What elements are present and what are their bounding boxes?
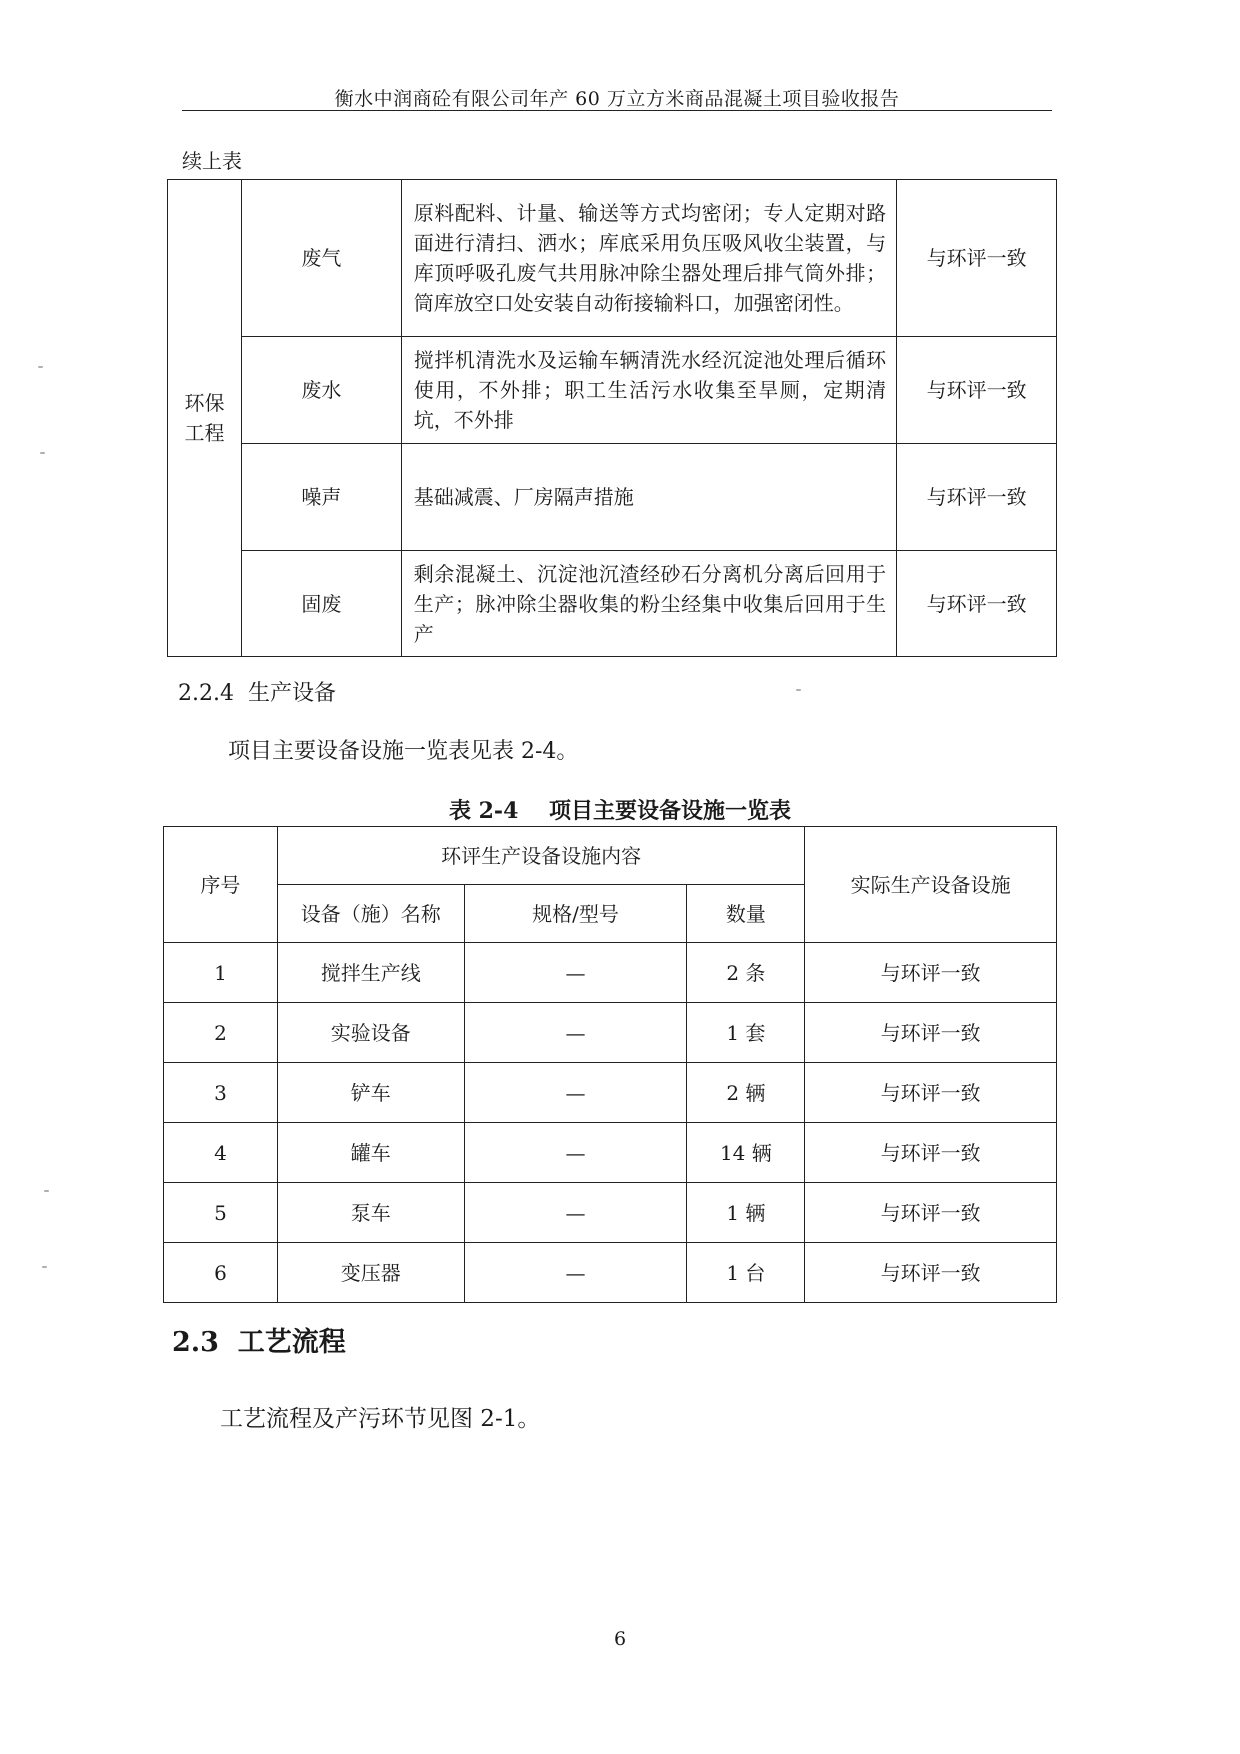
status-cell: 与环评一致 xyxy=(897,444,1057,551)
environmental-protection-table xyxy=(167,179,1057,657)
header-spec: 规格/型号 xyxy=(464,885,687,943)
description-cell: 搅拌机清洗水及运输车辆清洗水经沉淀池处理后循环使用，不外排；职工生活污水收集至旱厕，定期清坑，不外排 xyxy=(401,337,896,444)
table-row xyxy=(164,943,1057,1003)
table-row xyxy=(164,1003,1057,1063)
item-cell: 固废 xyxy=(241,551,401,657)
name-cell: 罐车 xyxy=(277,1123,464,1183)
table-row xyxy=(164,1183,1057,1243)
actual-cell: 与环评一致 xyxy=(805,1243,1057,1303)
header-qty: 数量 xyxy=(687,885,805,943)
qty-cell: 2 辆 xyxy=(687,1063,805,1123)
seq-cell: 5 xyxy=(164,1183,278,1243)
name-cell: 变压器 xyxy=(277,1243,464,1303)
qty-cell: 2 条 xyxy=(687,943,805,1003)
section-heading-2-2-4: 2.2.4 生产设备 xyxy=(178,681,336,706)
table-header-row xyxy=(164,827,1057,885)
scan-speck xyxy=(796,689,801,691)
table-row xyxy=(168,551,1057,657)
table-row xyxy=(164,1123,1057,1183)
document-header-title: 衡水中润商砼有限公司年产 60 万立方米商品混凝土项目验收报告 xyxy=(334,88,900,110)
header-name: 设备（施）名称 xyxy=(277,885,464,943)
scan-speck xyxy=(38,366,43,368)
actual-cell: 与环评一致 xyxy=(805,1003,1057,1063)
spec-cell: — xyxy=(464,943,687,1003)
spec-cell: — xyxy=(464,1183,687,1243)
page-number: 6 xyxy=(613,1628,627,1650)
name-cell: 实验设备 xyxy=(277,1003,464,1063)
status-cell: 与环评一致 xyxy=(897,337,1057,444)
actual-cell: 与环评一致 xyxy=(805,943,1057,1003)
seq-cell: 1 xyxy=(164,943,278,1003)
spec-cell: — xyxy=(464,1243,687,1303)
scan-speck xyxy=(42,1266,47,1268)
actual-cell: 与环评一致 xyxy=(805,1123,1057,1183)
actual-cell: 与环评一致 xyxy=(805,1063,1057,1123)
description-cell: 基础减震、厂房隔声措施 xyxy=(401,444,896,551)
header-seq: 序号 xyxy=(164,827,278,943)
header-rule xyxy=(182,110,1052,111)
description-cell: 原料配料、计量、输送等方式均密闭；专人定期对路面进行清扫、洒水；库底采用负压吸风收尘装置，与库顶呼吸孔废气共用脉冲除尘器处理后排气筒外排；筒库放空口处安装自动衔接输料口，加强密闭性。 xyxy=(401,180,896,337)
qty-cell: 1 套 xyxy=(687,1003,805,1063)
name-cell: 泵车 xyxy=(277,1183,464,1243)
table-row xyxy=(168,337,1057,444)
seq-cell: 4 xyxy=(164,1123,278,1183)
section-heading-2-3: 2.3 工艺流程 xyxy=(172,1327,346,1358)
status-cell: 与环评一致 xyxy=(897,551,1057,657)
status-cell: 与环评一致 xyxy=(897,180,1057,337)
table-row xyxy=(164,1063,1057,1123)
continued-table-label: 续上表 xyxy=(182,149,242,173)
actual-cell: 与环评一致 xyxy=(805,1183,1057,1243)
description-cell: 剩余混凝土、沉淀池沉渣经砂石分离机分离后回用于生产；脉冲除尘器收集的粉尘经集中收集后回用于生产 xyxy=(401,551,896,657)
category-cell: 环保 工程 xyxy=(168,180,242,657)
header-actual: 实际生产设备设施 xyxy=(805,827,1057,943)
spec-cell: — xyxy=(464,1123,687,1183)
item-cell: 废水 xyxy=(241,337,401,444)
equipment-table xyxy=(163,826,1057,1303)
paragraph-equipment-intro: 项目主要设备设施一览表见表 2-4。 xyxy=(228,739,579,764)
item-cell: 废气 xyxy=(241,180,401,337)
seq-cell: 2 xyxy=(164,1003,278,1063)
table-row xyxy=(164,1243,1057,1303)
table-row xyxy=(168,180,1057,337)
name-cell: 铲车 xyxy=(277,1063,464,1123)
table-row xyxy=(168,444,1057,551)
table-caption: 表 2-4 项目主要设备设施一览表 xyxy=(448,798,792,824)
qty-cell: 14 辆 xyxy=(687,1123,805,1183)
qty-cell: 1 台 xyxy=(687,1243,805,1303)
seq-cell: 6 xyxy=(164,1243,278,1303)
qty-cell: 1 辆 xyxy=(687,1183,805,1243)
seq-cell: 3 xyxy=(164,1063,278,1123)
spec-cell: — xyxy=(464,1003,687,1063)
paragraph-process-flow: 工艺流程及产污环节见图 2-1。 xyxy=(220,1406,541,1432)
name-cell: 搅拌生产线 xyxy=(277,943,464,1003)
item-cell: 噪声 xyxy=(241,444,401,551)
scan-speck xyxy=(40,452,45,454)
header-eia-group: 环评生产设备设施内容 xyxy=(277,827,804,885)
scan-speck xyxy=(44,1190,49,1192)
spec-cell: — xyxy=(464,1063,687,1123)
